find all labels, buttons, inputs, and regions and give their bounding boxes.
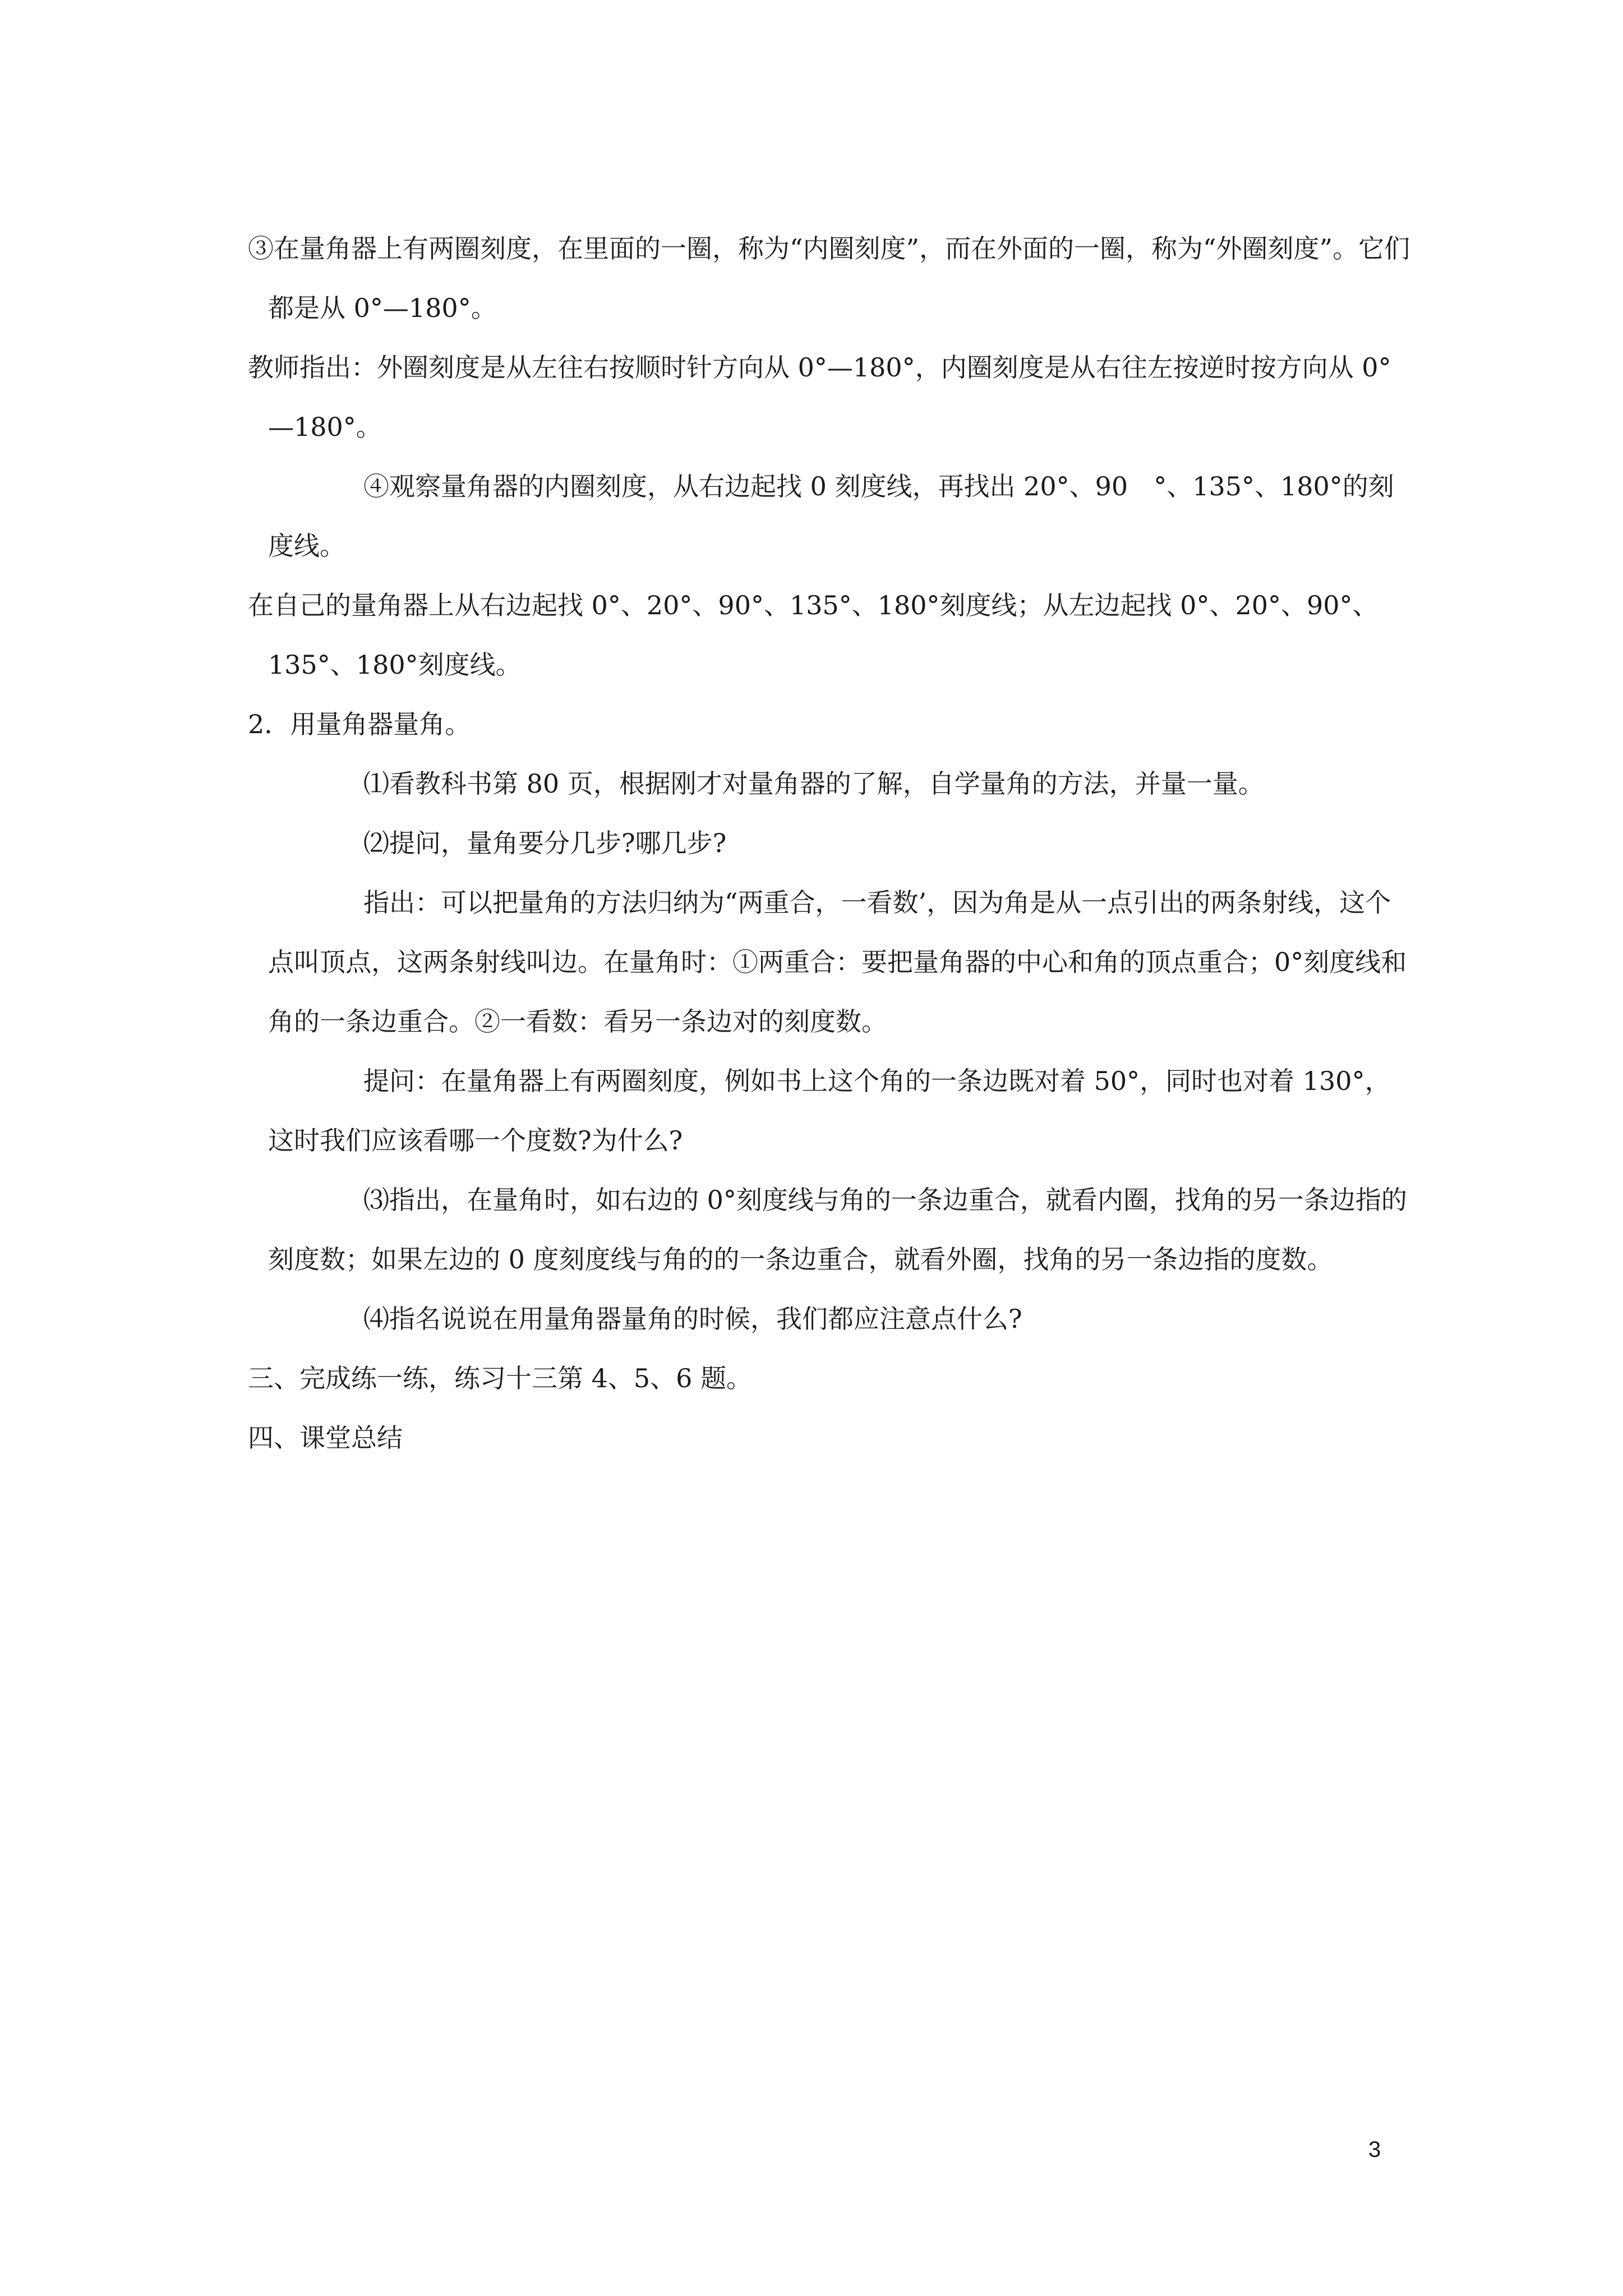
paragraph-observe-inner-scale: ④观察量角器的内圈刻度，从右边起找 0 刻度线，再找出 20°、90 °、135°、180°的刻度线。 <box>268 471 1394 561</box>
paragraph-method-summary: 指出：可以把量角的方法归纳为“两重合，一看数’，因为角是从一点引出的两条射线，这个点叫顶点，这两条射线叫边。在量角时：①两重合：要把量角器的中心和角的顶点重合；0°刻度线和角的一条边重合。②一看数：看另一条边对的刻度数。 <box>268 887 1407 1037</box>
section-heading-measure-angle: 2．用量角器量角。 <box>248 709 471 739</box>
page-number: 3 <box>1368 2137 1381 2162</box>
section-heading-summary: 四、课堂总结 <box>248 1423 403 1453</box>
document-body <box>248 219 1414 1467</box>
paragraph-step-1: ⑴看教科书第 80 页，根据刚才对量角器的了解，自学量角的方法，并量一量。 <box>363 769 1264 799</box>
section-heading-practice: 三、完成练一练，练习十三第 4、5、6 题。 <box>248 1363 753 1393</box>
paragraph-teacher-points: 教师指出：外圈刻度是从左往右按顺时针方向从 0°—180°，内圈刻度是从右往左按逆时按方向从 0°—180°。 <box>248 352 1391 442</box>
paragraph-find-tick-lines: 在自己的量角器上从右边起找 0°、20°、90°、135°、180°刻度线；从左边起找 0°、20°、90°、135°、180°刻度线。 <box>248 590 1378 680</box>
paragraph-question-two-scales: 提问：在量角器上有两圈刻度，例如书上这个角的一条边既对着 50°，同时也对着 130°，这时我们应该看哪一个度数?为什么? <box>268 1066 1391 1156</box>
paragraph-step-2: ⑵提问，量角要分几步?哪几步? <box>363 828 727 858</box>
paragraph-protractor-scales: ③在量角器上有两圈刻度，在里面的一圈，称为“内圈刻度”，而在外面的一圈，称为“外圈刻度”。它们都是从 0°—180°。 <box>248 233 1410 323</box>
paragraph-step-3: ⑶指出，在量角时，如右边的 0°刻度线与角的一条边重合，就看内圈，找角的另一条边指的刻度数；如果左边的 0 度刻度线与角的的一条边重合，就看外圈，找角的另一条边指的度数。 <box>268 1185 1407 1274</box>
paragraph-step-4: ⑷指名说说在用量角器量角的时候，我们都应注意点什么? <box>363 1304 1022 1334</box>
